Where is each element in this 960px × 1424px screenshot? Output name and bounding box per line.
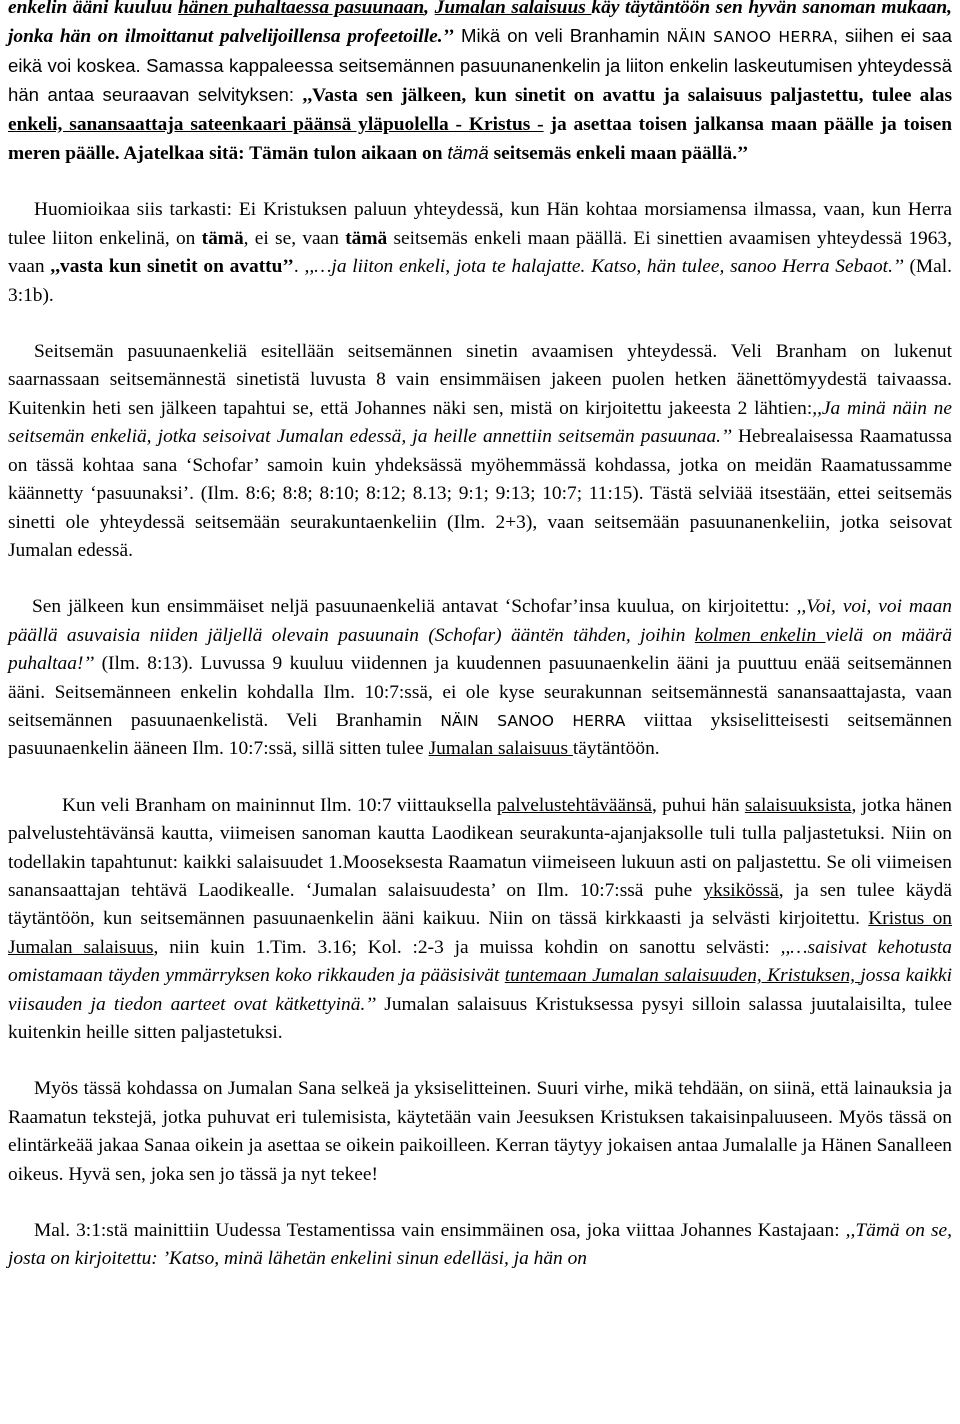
underlined-text: Jumalan salaisuus: [428, 738, 573, 760]
paragraph-1: [8, 0, 952, 168]
small-caps-text: NÄIN SANOO HERRA: [666, 28, 833, 47]
underlined-text: salaisuuksista: [744, 794, 852, 816]
paragraph-6: [8, 1075, 952, 1189]
italic-quote: ,,Tämä on se, josta on kirjoitettu: ’Katso, minä lähetän enkelini sinun edelläsi, ja hän on: [8, 1220, 952, 1270]
bold-text: tämä: [201, 227, 244, 249]
italic-quote: vielä on määrä puhaltaa!’’: [8, 624, 953, 675]
text-segment: Seitsemän pasuunaenkeliä esitellään seitsemännen sinetin avaamisen yhteydessä. Veli Branham on lukenut saarnassaan seitsemännestä sinetistä luvusta 8 vain ensimmäisen jakeen puolen hetken äänettömyydestä taivaassa. Kuitenkin heti sen jälkeen tapahtui se, että Johannes näki sen, mistä on kirjoitettu jakeesta 2 lähtien:: [8, 341, 952, 419]
underlined-text: Kristus on Jumalan salaisuus: [8, 908, 953, 958]
text-segment: Hebrealaisessa Raamatussa on tässä kohtaa sana ‘Schofar’ samoin kuin yhdeksässä myöhemmässä kohdassa, jotka on meidän Raamatussamme käännetty ‘pasuunaksi’. (Ilm. 8:6; 8:8; 8:10; 8:12; 8.13; 9:1; 9:13; 10:7; 11:15). Tästä selviää itsestään, ettei seitsemäs sinetti ole yhteydessä seitsemään seurakuntaenkeliin (Ilm. 2+3), vaan seitsemään pasuunanenkeliin, jotka seisovat Jumalan edessä.: [8, 426, 952, 561]
paragraph-5: [8, 792, 952, 1048]
text-segment: , puhui hän: [651, 794, 745, 816]
text-segment: , ja sen tulee käydä täytäntöön, kun seitsemännen pasuunaenkelin ääni kaikuu. Niin on tässä kirkkaasti ja selvästi kirjoitettu.: [8, 879, 952, 930]
paragraph-2: [8, 196, 952, 310]
text-segment: , jotka hänen palvelustehtävänsä kautta, viimeisen sanoman kautta Laodikean seurakunta-ajanjaksolle tuli tulla paljastetuksi. Niin on todellakin tapahtunut: kaikki salaisuudet 1.Mooseksesta Raamatun viimeiseen lukuun asti on paljastettu. Se oli viimeisen sanansaattajan tehtävä Laodikealle. ‘Jumalan salaisuudesta’ on Ilm. 10:7:ssä puhe: [8, 794, 952, 901]
underlined-italic-text: tuntemaan Jumalan salaisuuden, Kristuksen,: [504, 965, 861, 987]
text-segment: viittaa yksiselitteisesti seitsemännen pasuunaenkelin ääneen Ilm. 10:7:ssä, sillä sitten tulee: [8, 709, 952, 760]
text-segment: (Ilm. 8:13). Luvussa 9 kuuluu viidennen ja kuudennen pasuunaenkelin ääni ja puuttuu enää seitsemännen ääni. Seitsemänneen enkelin kohdalla Ilm. 10:7:ssä, ei ole kyse seurakunnan seitsemännestä sanansaattajasta, vaan seitsemännen pasuunaenkelistä. Veli Branhamin: [8, 653, 952, 731]
text-segment: seitsemäs enkeli maan päällä. Ei sinettien avaamisen yhteydessä 1963, vaan: [8, 227, 952, 278]
text-segment: ,: [424, 0, 435, 18]
bold-quote: ,,vasta kun sinetit on avattu’’: [50, 256, 294, 278]
text-segment: (Mal. 3:1b).: [8, 256, 952, 306]
text-segment: enkelin ääni kuuluu: [8, 0, 178, 18]
text-segment: Sen jälkeen kun ensimmäiset neljä pasuunaenkeliä antavat ‘Schofar’insa kuulua, on kirjoitettu:: [32, 596, 797, 618]
text-segment: Mal. 3:1:stä mainittiin Uudessa Testamentissa vain ensimmäinen osa, joka viittaa Johannes Kastajaan:: [34, 1220, 846, 1242]
underlined-text: enkeli, sanansaattaja sateenkaari päänsä yläpuolella - Kristus -: [8, 113, 544, 135]
italic-quote: jossa kaikki viisauden ja tiedon aarteet ovat kätkettyinä.’’: [8, 965, 952, 1015]
italic-emphasis: tämä: [447, 142, 489, 164]
paragraph-7: [8, 1217, 952, 1274]
bold-quote: ja asettaa toisen jalkansa maan päälle ja toisen meren päälle. Ajatelkaa sitä: Tämän tulon aikaan on: [8, 113, 952, 165]
underlined-text: Jumalan salaisuus: [434, 0, 592, 18]
text-segment: käy täytäntöön sen hyvän sanoman mukaan, jonka hän on ilmoittanut palvelijoillensa profeetoille.’’: [8, 0, 952, 48]
underlined-text: yksikössä: [703, 879, 779, 901]
italic-quote: ,,…saisivat kehotusta omistamaan täyden ymmärryksen koko rikkauden ja pääsisivät: [8, 936, 952, 987]
underlined-text: hänen puhaltaessa pasuunaan: [177, 0, 425, 18]
small-caps-text: NÄIN SANOO HERRA: [440, 711, 626, 730]
text-segment: , niin kuin 1.Tim. 3.16; Kol. :2-3 ja muissa kohdin on sanottu selvästi:: [153, 936, 781, 958]
paragraph-4: [8, 593, 952, 763]
paragraph-3: [8, 338, 952, 565]
underlined-text: palvelustehtäväänsä: [496, 794, 652, 816]
text-segment: Myös tässä kohdassa on Jumalan Sana selkeä ja yksiselitteinen. Suuri virhe, mikä tehdään, on siinä, että lainauksia ja Raamatun tekstejä, jotka puhuvat eri tulemisista, käytetään vain Jeesuksen Kristuksen takaisinpaluuseen. Myös tässä on elintärkeää jakaa Sanaa oikein ja asettaa se oikein paikoilleen. Kerran täytyy jokaisen antaa Jumalalle ja Hänen Sanalleen oikeus. Hyvä sen, joka sen jo tässä ja nyt tekee!: [8, 1078, 952, 1185]
underlined-italic-text: kolmen enkelin: [694, 624, 826, 646]
text-segment: Kun veli Branham on maininnut Ilm. 10:7 viittauksella: [62, 794, 497, 816]
italic-quote: ,,Ja minä näin ne seitsemän enkeliä, jotka seisoivat Jumalan edessä, ja heille annettiin seitsemän pasuunaa.’’: [8, 397, 952, 448]
text-segment: Mikä on veli Branhamin: [454, 25, 667, 47]
italic-quote: ,,…ja liiton enkeli, jota te halajatte. Katso, hän tulee, sanoo Herra Sebaot.’’: [304, 256, 904, 278]
text-segment: täytäntöön.: [572, 738, 660, 760]
text-segment: Huomioikaa siis tarkasti: Ei Kristuksen paluun yhteydessä, kun Hän kohtaa morsiamensa ilmassa, vaan, kun Herra tulee liiton enkelinä, on: [8, 199, 952, 249]
text-segment: , ei se, vaan: [243, 227, 346, 249]
bold-quote: ,,Vasta sen jälkeen, kun sinetit on avattu ja salaisuus paljastettu, tulee alas: [302, 85, 952, 107]
text-segment: , siihen ei saa eikä voi koskea. Samassa kappaleessa seitsemännen pasuunanenkelin ja liiton enkelin laskeutumisen yhteydessä hän antaa seuraavan selvityksen:: [8, 25, 952, 106]
bold-text: tämä: [345, 227, 388, 249]
text-segment: Jumalan salaisuus Kristuksessa pysyi silloin salassa juutalaisilta, tulee kuitenkin heille sitten paljastetuksi.: [8, 993, 952, 1043]
text-segment: .: [293, 256, 305, 278]
italic-quote: ,,Voi, voi, voi maan päällä asuvaisia niiden jäljellä olevain pasuunain (Schofar) ääntën tähden, joihin: [8, 596, 953, 646]
bold-quote: seitsemäs enkeli maan päällä.’’: [488, 143, 749, 165]
